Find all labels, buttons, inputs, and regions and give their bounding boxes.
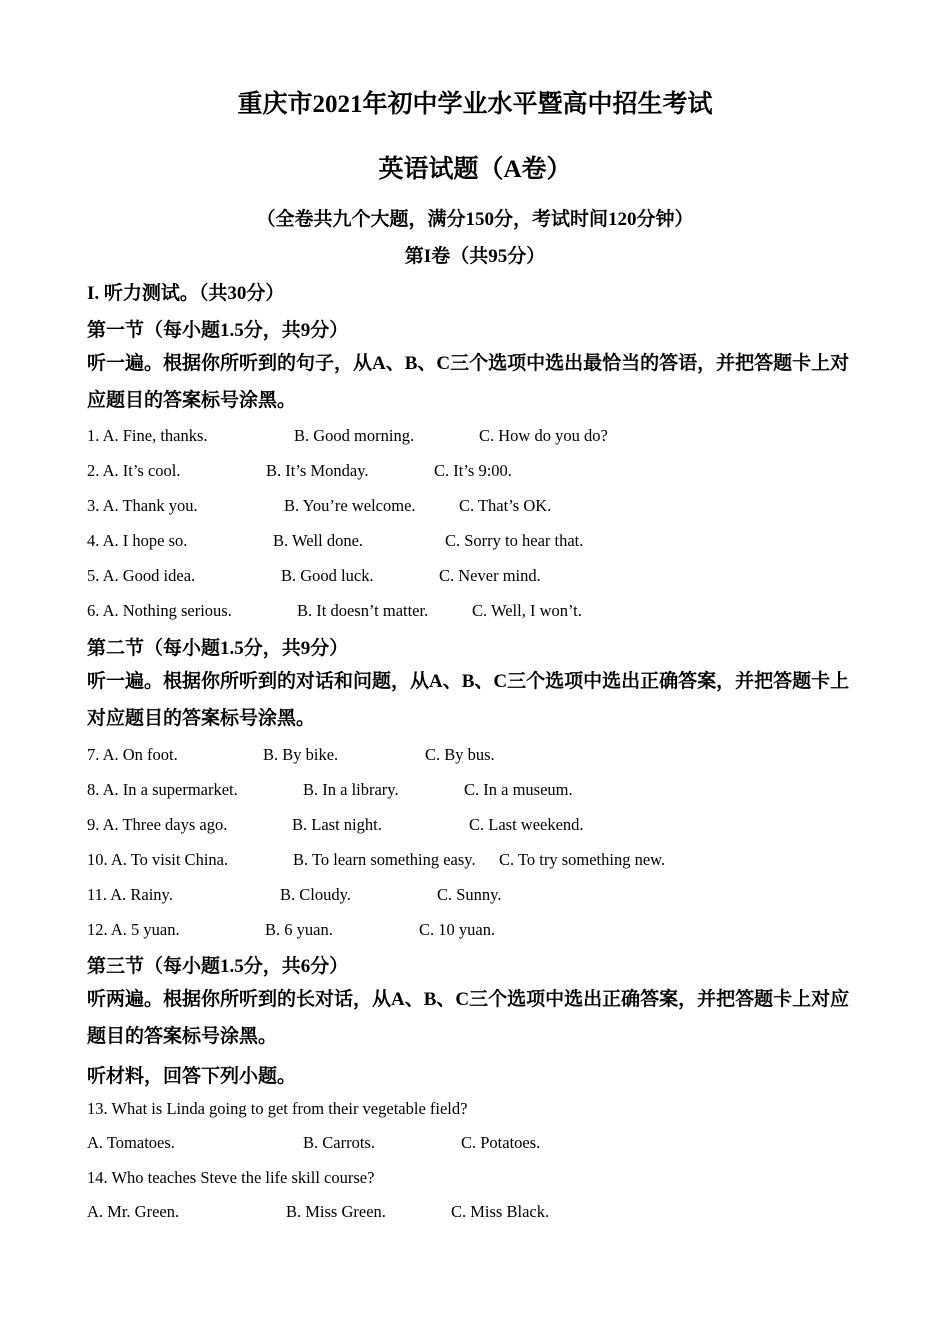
section3-instruction-line1: 听两遍。根据你所听到的长对话，从A、B、C三个选项中选出正确答案，并把答题卡上对应	[87, 989, 850, 1010]
q13-question: 13. What is Linda going to get from their vegetable field?	[87, 1099, 468, 1118]
q10-option-b: B. To learn something easy.	[293, 850, 476, 869]
q13-option-c: C. Potatoes.	[461, 1133, 541, 1152]
q5-option-a: 5. A. Good idea.	[87, 566, 196, 585]
q1-option-a: 1. A. Fine, thanks.	[87, 426, 208, 445]
q9-option-a: 9. A. Three days ago.	[87, 815, 228, 834]
section3-heading: 第三节（每小题1.5分，共6分）	[87, 956, 349, 977]
q6-option-b: B. It doesn’t matter.	[297, 601, 429, 620]
q3-option-b: B. You’re welcome.	[284, 496, 416, 515]
q12-option-c: C. 10 yuan.	[419, 920, 496, 939]
q14-question: 14. Who teaches Steve the life skill course?	[87, 1168, 375, 1187]
q6-option-c: C. Well, I won’t.	[472, 601, 582, 620]
q5-option-b: B. Good luck.	[281, 566, 374, 585]
exam-subtitle: 英语试题（A卷）	[378, 156, 572, 183]
q5-option-c: C. Never mind.	[439, 566, 541, 585]
q9-option-b: B. Last night.	[292, 815, 382, 834]
q14-option-b: B. Miss Green.	[286, 1202, 386, 1221]
q6-option-a: 6. A. Nothing serious.	[87, 601, 232, 620]
q7-option-a: 7. A. On foot.	[87, 745, 178, 764]
q4-option-b: B. Well done.	[273, 531, 364, 550]
q11-option-a: 11. A. Rainy.	[87, 885, 173, 904]
section3-instruction-line2: 题目的答案标号涂黑。	[87, 1026, 278, 1047]
section2-heading: 第二节（每小题1.5分，共9分）	[87, 638, 349, 659]
section2-instruction-line2: 对应题目的答案标号涂黑。	[87, 708, 316, 729]
q10-option-a: 10. A. To visit China.	[87, 850, 229, 869]
q1-option-b: B. Good morning.	[294, 426, 415, 445]
q10-option-c: C. To try something new.	[499, 850, 666, 869]
section1-instruction-line1: 听一遍。根据你所听到的句子，从A、B、C三个选项中选出最恰当的答语，并把答题卡上对	[87, 353, 850, 374]
q12-option-b: B. 6 yuan.	[265, 920, 333, 939]
q13-option-b: B. Carrots.	[303, 1133, 375, 1152]
q3-option-c: C. That’s OK.	[459, 496, 552, 515]
q8-option-b: B. In a library.	[303, 780, 399, 799]
q7-option-c: C. By bus.	[425, 745, 495, 764]
part1-heading: I. 听力测试。（共30分）	[87, 283, 285, 304]
q8-option-a: 8. A. In a supermarket.	[87, 780, 238, 799]
q2-option-a: 2. A. It’s cool.	[87, 461, 181, 480]
q8-option-c: C. In a museum.	[464, 780, 573, 799]
q4-option-c: C. Sorry to hear that.	[445, 531, 584, 550]
q9-option-c: C. Last weekend.	[469, 815, 584, 834]
q14-option-a: A. Mr. Green.	[87, 1202, 180, 1221]
q4-option-a: 4. A. I hope so.	[87, 531, 188, 550]
volume-heading: 第I卷（共95分）	[404, 246, 546, 267]
section1-instruction-line2: 应题目的答案标号涂黑。	[87, 390, 297, 411]
q1-option-c: C. How do you do?	[479, 426, 608, 445]
q2-option-c: C. It’s 9:00.	[434, 461, 512, 480]
q11-option-c: C. Sunny.	[437, 885, 502, 904]
q3-option-a: 3. A. Thank you.	[87, 496, 198, 515]
q7-option-b: B. By bike.	[263, 745, 339, 764]
exam-note: （全卷共九个大题，满分150分，考试时间120分钟）	[256, 209, 694, 230]
section1-heading: 第一节（每小题1.5分，共9分）	[87, 320, 349, 341]
q14-option-c: C. Miss Black.	[451, 1202, 550, 1221]
section2-instruction-line1: 听一遍。根据你所听到的对话和问题，从A、B、C三个选项中选出正确答案，并把答题卡上	[87, 671, 850, 692]
exam-title: 重庆市2021年初中学业水平暨高中招生考试	[237, 91, 713, 118]
q11-option-b: B. Cloudy.	[280, 885, 351, 904]
q12-option-a: 12. A. 5 yuan.	[87, 920, 180, 939]
q13-option-a: A. Tomatoes.	[87, 1133, 175, 1152]
q2-option-b: B. It’s Monday.	[266, 461, 369, 480]
material-instruction: 听材料，回答下列小题。	[87, 1066, 297, 1087]
